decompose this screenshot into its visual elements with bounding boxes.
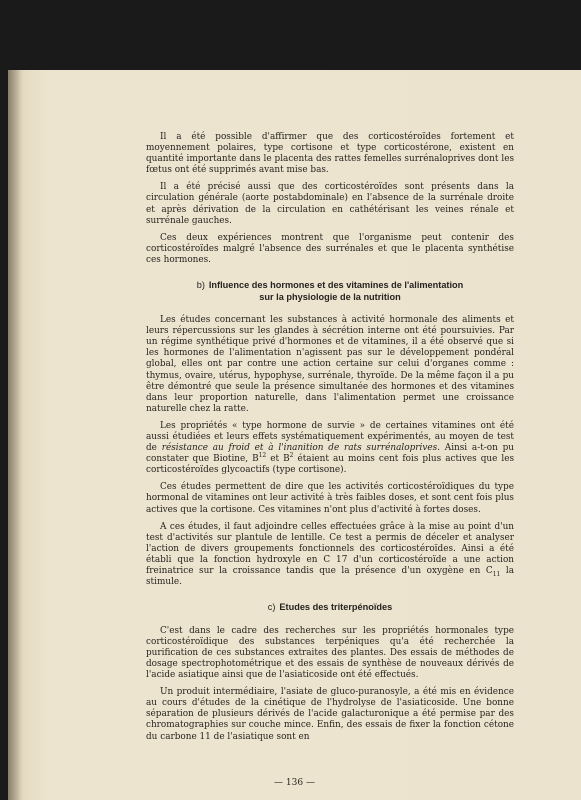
paragraph-6: Ces études permettent de dire que les activités corticostéroïdiques du type hormonal de vitamines ont leur activité à très faibles doses, et sont cent fois plus actives que la cortisone. Ces vitamines n'ont plus d'activité à fortes doses.: [146, 482, 514, 515]
section-c-title: Etudes des triterpénoïdes: [279, 602, 393, 613]
section-b-label: b): [196, 280, 205, 291]
paragraph-2: Il a été précisé aussi que des corticostéroïdes sont présents dans la circulation générale (aorte postabdominale) en l'absence de la surrénale droite et après dérivation de la circulation en cathétérisant les veines rénale et surrénale gauches.: [146, 182, 514, 226]
paragraph-3: Ces deux expériences montrent que l'organisme peut contenir des corticostéroïdes malgré l'absence des surrénales et que le placenta synthétise ces hormones.: [146, 232, 514, 265]
page-number: — 136 —: [274, 778, 315, 788]
paragraph-9: Un produit intermédiaire, l'asiate de gluco-puranosyle, a été mis en évidence au cours d'études de la cinétique de l'hydrolyse de l'asiaticoside. Une bonne séparation de plusieurs dérivés de l'acide galacturonique a été permise par des chromatographies sur couche mince. Enfin, des essais de fixer la fonction cétone du carbone 11 de l'asiatique sont en: [146, 687, 514, 742]
p5-text-d: étaient au moins cent fois plus actives que les corticostéroïdes glycoactifs (type cortisone).: [146, 454, 514, 476]
p5-sup-12: 12: [258, 452, 267, 460]
p7-sub-11: 11: [492, 570, 501, 578]
p7-text-a: A ces études, il faut adjoindre celles effectuées grâce à la mise au point d'un test d'activités sur plantule de lentille. Ce test a permis de déceler et analyser l'action de divers groupements fonctionnels des corticostéroïdes. Ainsi a été établi que la fonction hydroxyle en C 17 d'un corticostéroïde a une action freinatrice sur la croissance tandis que la présence d'un oxygène en C: [146, 521, 514, 576]
document-page: [8, 70, 581, 800]
p7-text-b: la stimule.: [146, 566, 515, 588]
p5-italic-test: résistance au froid et à l'inanition de rats surrénaloprives: [161, 443, 438, 454]
section-b-title-line1: Influence des hormones et des vitamines de l'alimentation: [208, 280, 464, 291]
spine-shadow: [8, 70, 22, 800]
paragraph-4: Les études concernant les substances à activité hormonale des aliments et leurs répercussions sur les glandes à sécrétion interne ont été poursuivies. Par un régime synthétique privé d'hormones et de vitamines, il a été observé que si les hormones de l'alimentation n'agissent pas sur le développement pondéral global, elles ont par contre une action certaine sur celui d'organes comme : thymus, ovaire, utérus, hypophyse, surrénale, thyroïde. De la même façon il a pu être démontré que seule la présence simultanée des hormones et des vitamines dans leur proportion naturelle, dans l'alimentation permet une croissance naturelle chez la ratte.: [146, 315, 514, 414]
paragraph-5: [146, 421, 514, 476]
section-c-label: c): [267, 602, 276, 613]
paragraph-8: C'est dans le cadre des recherches sur les propriétés hormonales type corticostéroïdique des substances terpéniques qu'a été recherchée la purification de ces substances extraites des plantes. Des essais de méthodes de dosage spectrophotométrique et des essais de synthèse de nouveaux dérivés de l'acide asiatique ainsi que de l'asiaticoside ont été effectués.: [146, 625, 514, 681]
paragraph-7: [146, 522, 514, 589]
p5-text-b: . Ainsi a-t-on pu constater que Biotine, B: [146, 443, 515, 465]
body-text: [146, 132, 514, 749]
p5-sup-2: 2: [289, 452, 294, 460]
p5-text-a: Les propriétés « type hormone de survie » de certaines vitamines ont été aussi étudiées et leurs effets systématiquement expérimentés, au moyen de test de: [146, 420, 514, 454]
section-b-heading: [146, 280, 514, 303]
p5-text-c: et B: [266, 454, 290, 465]
section-b-title-line2: sur la physiologie de la nutrition: [259, 291, 401, 302]
paragraph-1: Il a été possible d'affirmer que des corticostéroïdes fortement et moyennement polaires, type cortisone et type corticostérone, existent en quantité importante dans le placenta des rattes femelles surrénaloprives dont les fœtus ont été supprimés avant mise bas.: [146, 132, 514, 176]
section-c-heading: [146, 602, 514, 614]
